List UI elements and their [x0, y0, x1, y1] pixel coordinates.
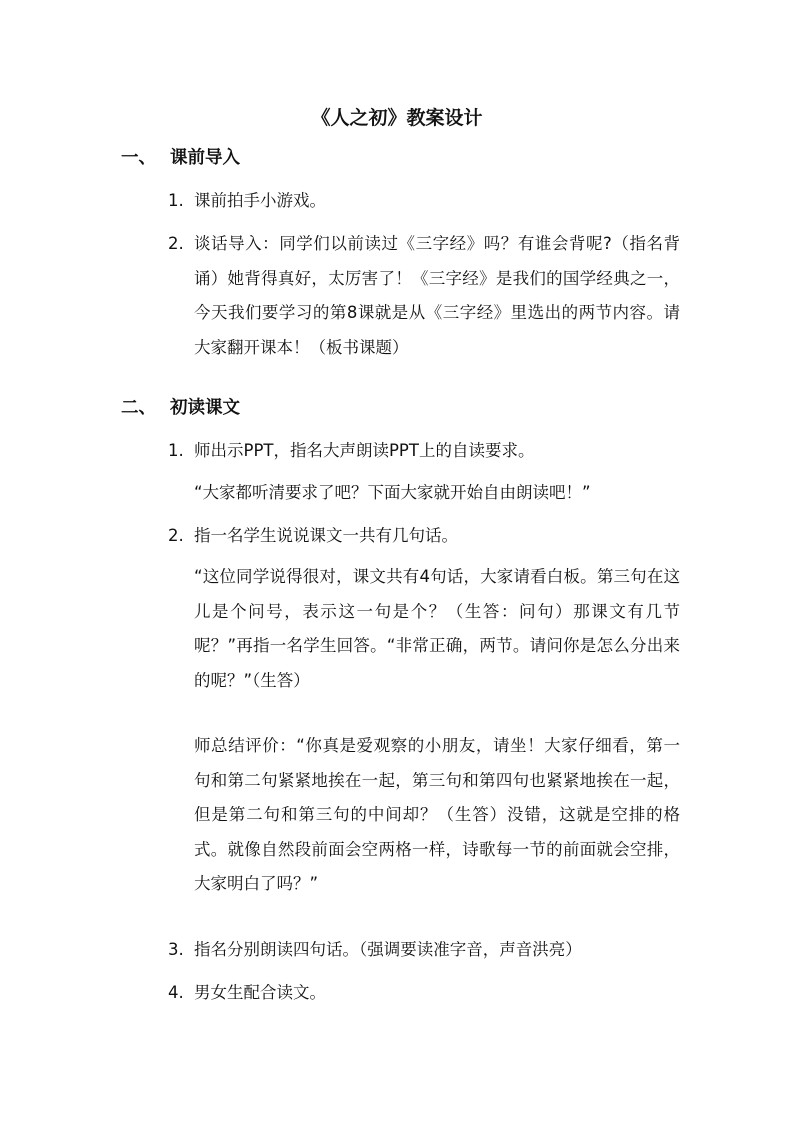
item-text: 指一名学生说说课文一共有几句话。 [194, 526, 458, 545]
item-text: 课前拍手小游戏。 [194, 191, 326, 210]
quote-paragraph: “这位同学说得很对，课文共有4句话，大家请看白板。第三句在这儿是个问号，表示这一句是个？（生答：问句）那课文有几节呢？”再指一名学生回答。“非常正确，两节。请问你是怎么分出来的呢？”（生答） [194, 567, 680, 690]
list-item [168, 519, 680, 554]
item-text: 师出示PPT，指名大声朗读PPT上的自读要求。 [194, 441, 535, 460]
item-number: 2. [168, 234, 184, 253]
list-item [168, 976, 680, 1011]
quote-paragraph: “大家都听清要求了吧？下面大家就开始自由朗读吧！” [194, 483, 591, 502]
item-text: 指名分别朗读四句话。（强调要读准字音，声音洪亮） [194, 940, 582, 959]
list-item [168, 933, 680, 968]
summary-paragraph: 师总结评价：“你真是爱观察的小朋友，请坐！大家仔细看，第一句和第二句紧紧地挨在一起，第三句和第四句也紧紧地挨在一起，但是第二句和第三句的中间却？（生答）没错，这就是空排的格式。就像自然段前面会空两格一样，诗歌每一节的前面就会空排，大家明白了吗？” [194, 736, 680, 893]
section-number: 二、 [121, 398, 156, 418]
item-number: 1. [168, 441, 184, 460]
list-item [168, 227, 680, 365]
item-text: 男女生配合读文。 [194, 983, 326, 1002]
section-title: 课前导入 [170, 148, 240, 168]
section-number: 一、 [121, 148, 156, 168]
section-heading-2 [121, 393, 240, 423]
section-title: 初读课文 [170, 398, 240, 418]
list-item [168, 184, 680, 219]
item-number: 1. [168, 191, 184, 210]
section-heading-1 [121, 143, 240, 173]
item-number: 2. [168, 526, 184, 545]
list-item [168, 434, 680, 469]
item-number: 4. [168, 983, 184, 1002]
document-title: 《人之初》教案设计 [311, 107, 483, 129]
item-text: 谈话导入：同学们以前读过《三字经》吗？有谁会背呢?（指名背诵）她背得真好，太厉害了！《三字经》是我们的国学经典之一，今天我们要学习的第8课就是从《三字经》里选出的两节内容。请大家翻开课本！（板书课题） [194, 234, 680, 357]
item-number: 3. [168, 940, 184, 959]
